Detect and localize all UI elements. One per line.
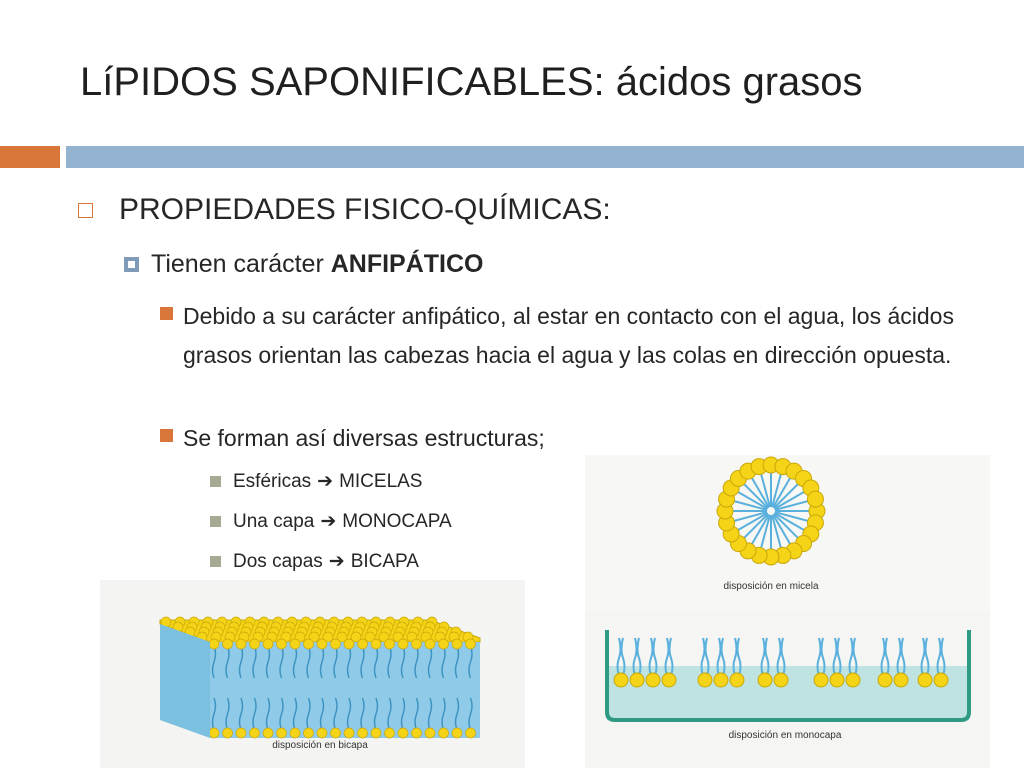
- bullet-level2: [124, 250, 484, 279]
- micelle-structure: [717, 457, 825, 565]
- amphipathic-keyword: ANFIPÁTICO: [330, 250, 484, 278]
- lipid-head: [807, 491, 823, 507]
- lipid-head: [730, 673, 744, 687]
- lipid-head: [439, 728, 449, 738]
- lipid-head: [846, 673, 860, 687]
- structures-intro: Se forman así diversas estructuras;: [183, 425, 545, 451]
- lipid-head: [439, 639, 449, 649]
- right-arrow-icon: ➔: [328, 551, 345, 572]
- slide-title: LíPIDOS SAPONIFICABLES: ácidos grasos: [80, 60, 863, 104]
- lipid-head: [317, 728, 327, 738]
- monolayer-illustration: [585, 612, 990, 768]
- lipid-head: [371, 728, 381, 738]
- lipid-head: [331, 639, 341, 649]
- structure-result: MICELAS: [339, 471, 423, 492]
- monolayer-molecules: [614, 638, 948, 687]
- lipid-head: [371, 639, 381, 649]
- list-item-monolayer: [210, 510, 452, 533]
- lipid-head: [344, 639, 354, 649]
- lipid-head: [223, 728, 233, 738]
- lipid-head: [425, 728, 435, 738]
- lipid-head: [698, 673, 712, 687]
- structure-result: MONOCAPA: [342, 511, 452, 532]
- lipid-head: [452, 639, 462, 649]
- amphipathic-prefix: Tienen carácter: [151, 250, 331, 278]
- lipid-head: [714, 673, 728, 687]
- lipid-head: [304, 639, 314, 649]
- structure-label: Dos capas: [233, 551, 323, 572]
- filled-square-bullet-icon: [160, 429, 173, 442]
- lipid-head: [236, 639, 246, 649]
- lipid-head: [758, 673, 772, 687]
- small-square-bullet-icon: [210, 476, 221, 487]
- lipid-head: [630, 673, 644, 687]
- lipid-head: [398, 639, 408, 649]
- lipid-head: [344, 728, 354, 738]
- bullet-level1: [74, 193, 611, 227]
- lipid-head: [830, 673, 844, 687]
- orientation-paragraph: Debido a su carácter anfipático, al estar en contacto con el agua, los ácidos grasos orientan las cabezas hacia el agua y las colas en dirección opuesta.: [183, 303, 954, 368]
- lipid-head: [614, 673, 628, 687]
- monolayer-caption: disposición en monocapa: [728, 730, 842, 741]
- lipid-head: [277, 728, 287, 738]
- lipid-head: [263, 639, 273, 649]
- lipid-head: [277, 639, 287, 649]
- bilayer-side: [160, 624, 210, 738]
- filled-square-bullet-icon: [160, 307, 173, 320]
- structure-result: BICAPA: [350, 551, 419, 572]
- list-item-spherical: [210, 470, 422, 493]
- small-square-bullet-icon: [210, 516, 221, 527]
- micelle-illustration: [585, 455, 990, 615]
- lipid-head: [412, 639, 422, 649]
- bullet-level3-structures: [160, 419, 545, 458]
- title-accent-bar-blue: [66, 146, 1024, 168]
- lipid-head: [304, 728, 314, 738]
- lipid-head: [317, 639, 327, 649]
- lipid-head: [662, 673, 676, 687]
- lipid-head: [223, 639, 233, 649]
- lipid-head: [412, 728, 422, 738]
- lipid-head: [774, 673, 788, 687]
- bilayer-caption: disposición en bicapa: [272, 740, 368, 751]
- lipid-head: [358, 639, 368, 649]
- right-arrow-icon: ➔: [320, 511, 337, 532]
- lipid-head: [236, 728, 246, 738]
- title-accent-bar-orange: [0, 146, 60, 168]
- lipid-head: [290, 639, 300, 649]
- bilayer-illustration: [100, 580, 525, 768]
- structure-label: Esféricas: [233, 471, 312, 492]
- lipid-head: [263, 728, 273, 738]
- micelle-caption: disposición en micela: [723, 581, 819, 592]
- lipid-head: [814, 673, 828, 687]
- amphipathic-statement: [151, 250, 484, 279]
- lipid-head: [398, 728, 408, 738]
- lipid-head: [358, 728, 368, 738]
- monolayer-figure: [585, 612, 990, 768]
- list-item-bilayer: [210, 550, 419, 573]
- lipid-head: [878, 673, 892, 687]
- water-surface: [607, 666, 969, 720]
- hollow-square-bullet-icon: [78, 203, 93, 218]
- lipid-head: [290, 728, 300, 738]
- lipid-head: [209, 728, 219, 738]
- small-square-bullet-icon: [210, 556, 221, 567]
- lipid-head: [452, 728, 462, 738]
- lipid-head: [466, 639, 476, 649]
- structure-label: Una capa: [233, 511, 315, 532]
- bilayer-figure: [100, 580, 525, 768]
- lipid-head: [425, 639, 435, 649]
- lipid-head: [466, 728, 476, 738]
- lipid-head: [250, 639, 260, 649]
- lipid-head: [385, 639, 395, 649]
- right-arrow-icon: ➔: [317, 471, 334, 492]
- bilayer-front-tails: [210, 642, 480, 738]
- lipid-head: [250, 728, 260, 738]
- lipid-head: [385, 728, 395, 738]
- bullet-level3-paragraph: [160, 297, 960, 375]
- square-bullet-icon: [124, 257, 139, 272]
- lipid-head: [331, 728, 341, 738]
- lipid-head: [646, 673, 660, 687]
- micelle-figure: [585, 455, 990, 615]
- lipid-head: [918, 673, 932, 687]
- lipid-head: [894, 673, 908, 687]
- lipid-head: [934, 673, 948, 687]
- heading-properties: PROPIEDADES FISICO-QUÍMICAS:: [119, 193, 611, 226]
- lipid-head: [209, 639, 219, 649]
